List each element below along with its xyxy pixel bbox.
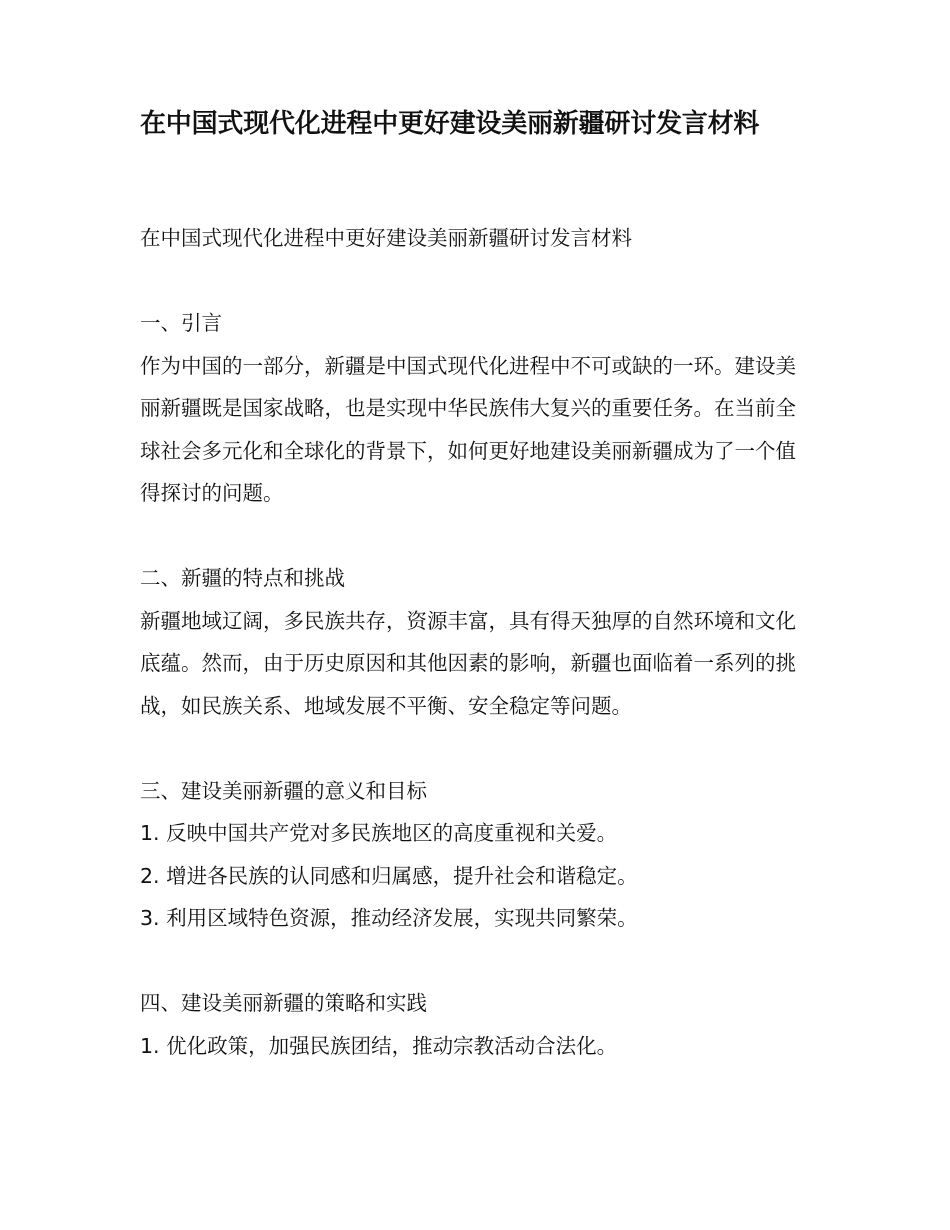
section-heading-introduction: 一、引言 [140, 311, 222, 335]
section-paragraph: 新疆地域辽阔，多民族共存，资源丰富，具有得天独厚的自然环境和文化底蕴。然而，由于历史原因和其他因素的影响，新疆也面临着一系列的挑战，如民族关系、地域发展不平衡、安全稳定等问题。 [140, 608, 796, 718]
paragraph-gap [140, 515, 810, 558]
section-heading-significance: 三、建设美丽新疆的意义和目标 [140, 778, 427, 803]
section-heading-characteristics: 二、新疆的特点和挑战 [140, 566, 345, 590]
list-item: 1. 反映中国共产党对多民族地区的高度重视和关爱。 [140, 821, 618, 845]
paragraph-gap [140, 727, 810, 770]
paragraph-gap [140, 940, 810, 983]
document-body [140, 217, 810, 1067]
section-heading-strategy: 四、建设美丽新疆的策略和实践 [140, 991, 427, 1015]
list-item: 3. 利用区域特色资源，推动经济发展，实现共同繁荣。 [140, 906, 638, 930]
list-item: 1. 优化政策，加强民族团结，推动宗教活动合法化。 [140, 1033, 618, 1058]
paragraph-gap [140, 260, 810, 303]
list-item: 2. 增进各民族的认同感和归属感，提升社会和谐稳定。 [140, 863, 638, 888]
section-paragraph: 作为中国的一部分，新疆是中国式现代化进程中不可或缺的一环。建设美丽新疆既是国家战略，也是实现中华民族伟大复兴的重要任务。在当前全球社会多元化和全球化的背景下，如何更好地建设美丽新疆成为了一个值得探讨的问题。 [140, 353, 796, 505]
document-title: 在中国式现代化进程中更好建设美丽新疆研讨发言材料 [140, 109, 760, 139]
document-subtitle: 在中国式现代化进程中更好建设美丽新疆研讨发言材料 [140, 226, 632, 250]
